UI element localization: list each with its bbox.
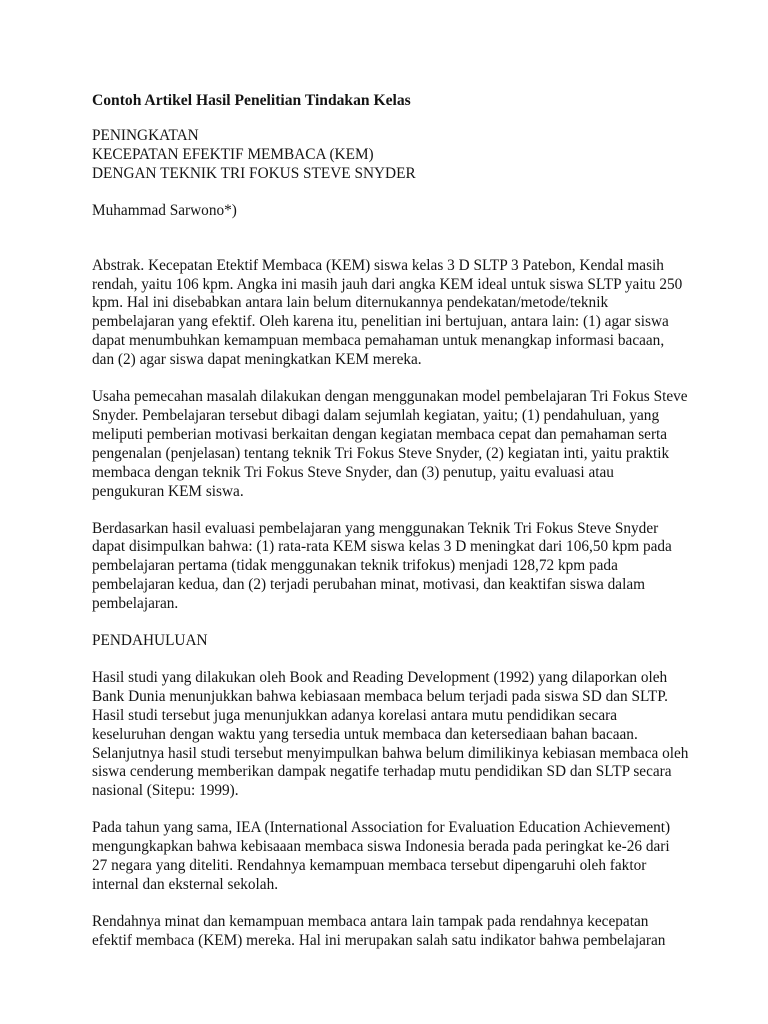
text-line: efektif membaca (KEM) mereka. Hal ini merupakan salah satu indikator bahwa pembelajaran — [92, 931, 666, 949]
heading-line: KECEPATAN EFEKTIF MEMBACA (KEM) — [92, 145, 374, 163]
text-line: rendah, yaitu 106 kpm. Angka ini masih jauh dari angka KEM ideal untuk siswa SLTP yaitu 250 — [92, 275, 683, 293]
text-line: Pada tahun yang sama, IEA (International Association for Evaluation Education Achievement) — [92, 819, 671, 837]
text-line: Snyder. Pembelajaran tersebut dibagi dalam sejumlah kegiatan, yaitu; (1) pendahuluan, yang — [92, 406, 660, 424]
text-line: dapat disimpulkan bahwa: (1) rata-rata KEM siswa kelas 3 D meningkat dari 106,50 kpm pada — [92, 538, 672, 556]
text-line: pembelajaran yang efektif. Oleh karena itu, penelitian ini bertujuan, antara lain: (1) agar siswa — [92, 313, 669, 331]
text-line: siswa cenderung memberikan dampak negatife terhadap mutu pendidikan SD dan SLTP secara — [92, 763, 672, 781]
results-paragraph — [92, 520, 692, 615]
author-name: Muhammad Sarwono*) — [92, 201, 237, 219]
text-line: pembelajaran kedua, dan (2) terjadi perubahan minat, motivasi, dan keaktifan siswa dalam — [92, 576, 646, 594]
text-line: internal dan eksternal sekolah. — [92, 876, 279, 893]
closing-paragraph — [92, 913, 692, 951]
text-line: 27 negara yang diteliti. Rendahnya kemampuan membaca tersebut dipengaruhi oleh faktor — [92, 857, 647, 875]
text-line: keseluruhan dengan waktu yang tersedia untuk membaca dan ketersediaan bahan bacaan. — [92, 725, 638, 743]
heading-line: DENGAN TEKNIK TRI FOKUS STEVE SNYDER — [92, 164, 416, 182]
text-line: Berdasarkan hasil evaluasi pembelajaran yang menggunakan Teknik Tri Fokus Steve Snyder — [92, 519, 659, 537]
text-line: Rendahnya minat dan kemampuan membaca antara lain tampak pada rendahnya kecepatan — [92, 912, 649, 930]
iea-paragraph — [92, 819, 692, 895]
text-line: kpm. Hal ini disebabkan antara lain belum diternukannya pendekatan/metode/teknik — [92, 294, 609, 312]
section-heading: PENDAHULUAN — [92, 632, 208, 650]
text-line: Bank Dunia menunjukkan bahwa kebiasaan membaca belum terjadi pada siswa SD dan SLTP. — [92, 687, 668, 705]
text-line: nasional (Sitepu: 1999). — [92, 782, 239, 800]
text-line: Abstrak. Kecepatan Etektif Membaca (KEM) siswa kelas 3 D SLTP 3 Patebon, Kendal masih — [92, 256, 664, 274]
abstract-paragraph — [92, 257, 692, 370]
text-line: membaca dengan teknik Tri Fokus Steve Snyder, dan (3) penutup, yaitu evaluasi atau — [92, 463, 614, 481]
text-line: pengukuran KEM siswa. — [92, 482, 244, 500]
text-line: Selanjutnya hasil studi tersebut menyimpulkan bahwa belum dimilikinya kebiasan membaca oleh — [92, 744, 689, 762]
text-line: dan (2) agar siswa dapat meningkatkan KEM mereka. — [92, 351, 422, 369]
article-body — [92, 91, 692, 951]
text-line: mengungkapkan bahwa kebisaaan membaca siswa Indonesia berada pada peringkat ke-26 dari — [92, 838, 670, 856]
text-line: Usaha pemecahan masalah dilakukan dengan menggunakan model pembelajaran Tri Fokus Steve — [92, 388, 688, 406]
method-paragraph — [92, 388, 692, 501]
text-line: Hasil studi tersebut juga menunjukkan adanya korelasi antara mutu pendidikan secara — [92, 706, 618, 724]
intro-paragraph — [92, 669, 692, 801]
text-line: pembelajaran. — [92, 595, 179, 613]
text-line: pembelajaran pertama (tidak menggunakan teknik trifokus) menjadi 128,72 kpm pada — [92, 557, 618, 575]
article-title: Contoh Artikel Hasil Penelitian Tindakan Kelas — [92, 92, 411, 109]
article-heading — [92, 127, 692, 184]
heading-line: PENINGKATAN — [92, 127, 199, 144]
text-line: meliputi pemberian motivasi berkaitan dengan kegiatan membaca cepat dan pemahaman serta — [92, 425, 668, 443]
text-line: dapat menumbuhkan kemampuan membaca pemahaman untuk menangkap informasi bacaan, — [92, 332, 665, 350]
text-line: pengenalan (penjelasan) tentang teknik Tri Fokus Steve Snyder, (2) kegiatan inti, yaitu praktik — [92, 444, 670, 462]
text-line: Hasil studi yang dilakukan oleh Book and Reading Development (1992) yang dilaporkan oleh — [92, 668, 668, 686]
